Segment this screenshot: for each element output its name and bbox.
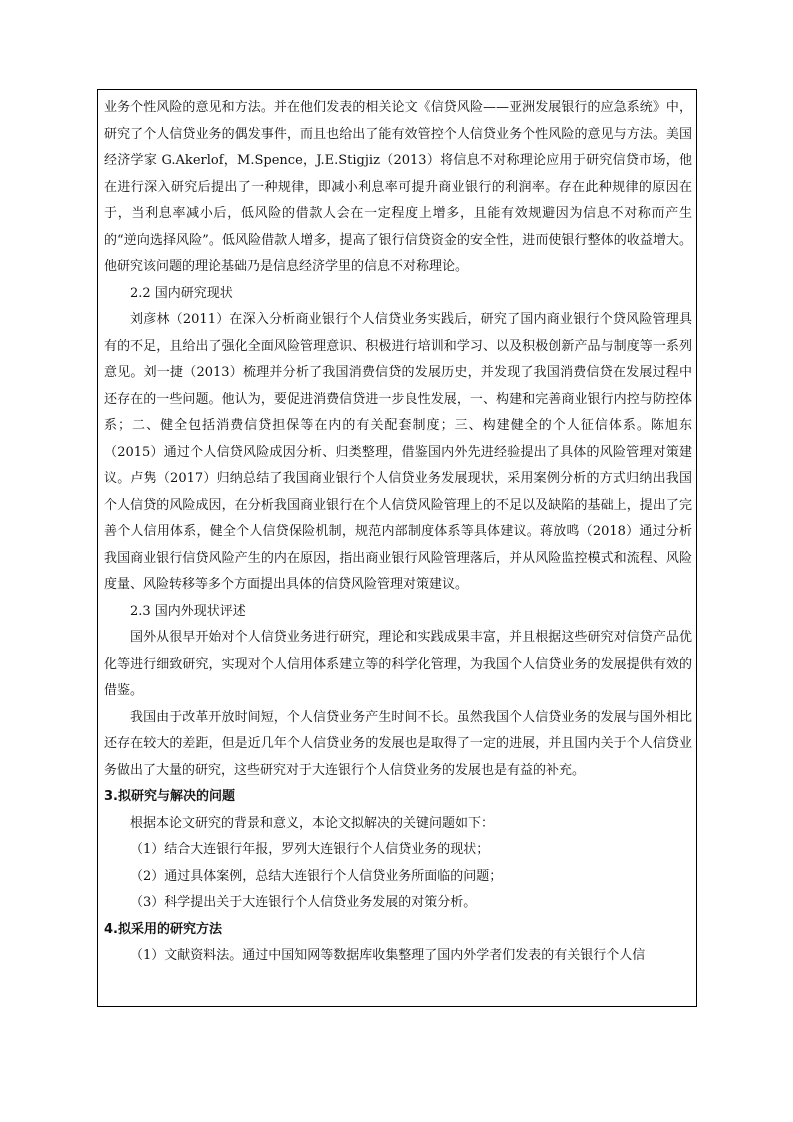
paragraph-domestic-research: 刘彦林（2011）在深入分析商业银行个人信贷业务实践后，研究了国内商业银行个贷风险管理具有的不足，且给出了强化全面风险管理意识、积极进行培训和学习、以及积极创新产品与制度等一系列意见。刘一捷（2013）梳理并分析了我国消费信贷的发展历史，并发现了我国消费信贷在发展过程中还存在的一些问题。他认为，要促进消费信贷进一步良性发展，一、构建和完善商业银行内控与防控体系；二、健全包括消费信贷担保等在内的有关配套制度；三、构建健全的个人征信体系。陈旭东（2015）通过个人信贷风险成因分析、归类整理，借鉴国内外先进经验提出了具体的风险管理对策建议。卢隽（2017）归纳总结了我国商业银行个人信贷业务发展现状，采用案例分析的方式归纳出我国个人信贷的风险成因，在分析我国商业银行在个人信贷风险管理上的不足以及缺陷的基础上，提出了完善个人信用体系，健全个人信贷保险机制，规范内部制度体系等具体建议。蒋放鸣（2018）通过分析我国商业银行信贷风险产生的内在原因，指出商业银行风险管理落后，并从风险监控模式和流程、风险度量、风险转移等多个方面提出具体的信贷风险管理对策建议。 [104, 312, 692, 592]
paragraph-foreign-research-continued: 业务个性风险的意见和方法。并在他们发表的相关论文《信贷风险——亚洲发展银行的应急系统》中，研究了个人信贷业务的偶发事件，而且也给出了能有效管控个人信贷业务个性风险的意见与方法。美国经济学家 G.Akerlof，M.Spence，J.E.Stigjiz（2013）将信息不对称理论应用于研究信贷市场，他在进行深入研究后提出了一种规律，即减小利息率可提升商业银行的利润率。存在此种规律的原因在于，当利息率减小后，低风险的借款人会在一定程度上增多，且能有效规避因为信息不对称而产生的“逆向选择风险”。低风险借款人增多，提高了银行信贷资金的安全性，进而使银行整体的收益增大。他研究该问题的理论基础乃是信息经济学里的信息不对称理论。 [104, 100, 692, 274]
list-item-problem-2: （2）通过具体案例，总结大连银行个人信贷业务所面临的问题； [130, 868, 503, 884]
section-heading-3: 3.拟研究与解决的问题 [104, 789, 235, 804]
section-heading-2-2: 2.2 国内研究现状 [130, 285, 233, 301]
document-body [104, 95, 692, 970]
paragraph-problems-intro: 根据本论文研究的背景和意义，本论文拟解决的关键问题如下： [130, 815, 495, 831]
paragraph-review-domestic: 我国由于改革开放时间短，个人信贷业务产生时间不长。虽然我国个人信贷业务的发展与国外相比还存在较大的差距，但是近几年个人信贷业务的发展也是取得了一定的进展，并且国内关于个人信贷业务做出了大量的研究，这些研究对于大连银行个人信贷业务的发展也是有益的补充。 [104, 709, 692, 778]
list-item-problem-1: （1）结合大连银行年报，罗列大连银行个人信贷业务的现状； [130, 842, 490, 857]
section-heading-2-3: 2.3 国内外现状评述 [130, 603, 246, 619]
paragraph-review-foreign: 国外从很早开始对个人信贷业务进行研究，理论和实践成果丰富，并且根据这些研究对信贷产品优化等进行细致研究，实现对个人信用体系建立等的科学化管理，为我国个人信贷业务的发展提供有效的借鉴。 [104, 630, 692, 698]
list-item-problem-3: （3）科学提出关于大连银行个人信贷业务发展的对策分析。 [130, 895, 477, 910]
section-heading-4: 4.拟采用的研究方法 [104, 921, 222, 937]
paragraph-method-1: （1）文献资料法。通过中国知网等数据库收集整理了国内外学者们发表的有关银行个人信 [130, 948, 646, 963]
